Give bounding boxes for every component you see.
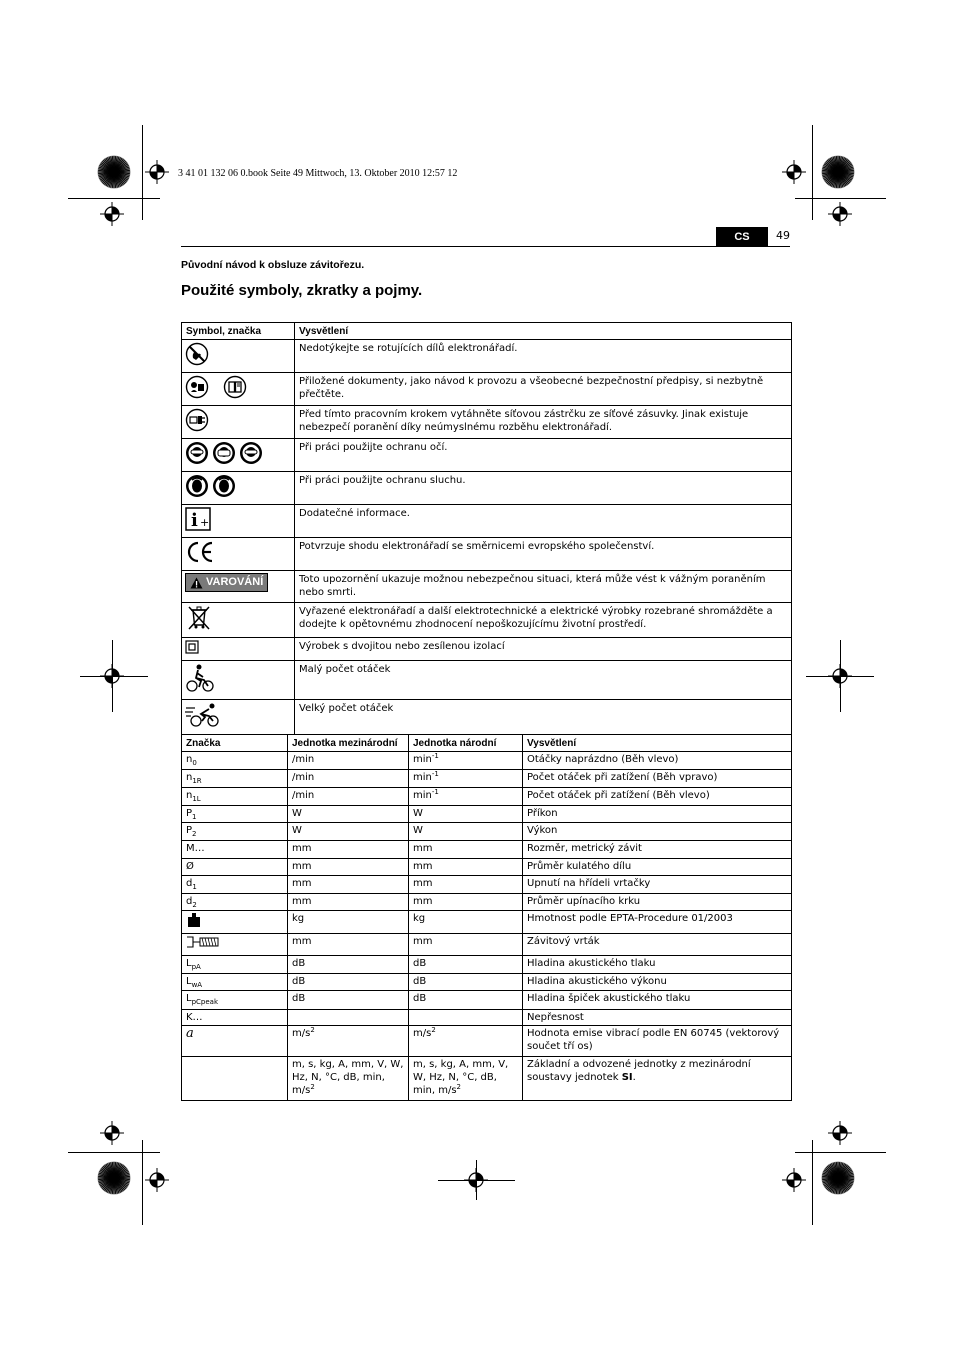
- intl-unit-cell: [288, 876, 409, 894]
- national-unit-cell: [409, 894, 523, 911]
- page-title: Použité symboly, zkratky a pojmy.: [181, 282, 423, 299]
- sign-symbol: d: [186, 896, 193, 907]
- abbreviation-row: [182, 991, 792, 1010]
- national-unit-column-header: Jednotka národní: [409, 735, 523, 752]
- crosshair-mark: [145, 1168, 169, 1192]
- national-unit: dB: [413, 976, 427, 987]
- sign-subscript: 1: [192, 813, 197, 821]
- national-unit-cell: [409, 806, 523, 823]
- sign-cell: [182, 1026, 288, 1057]
- description-text: Hmotnost podle EPTA-Procedure 01/2003: [527, 913, 733, 924]
- national-unit-cell: [409, 752, 523, 770]
- symbols-table-header: [182, 323, 792, 340]
- sign-cell: [182, 956, 288, 974]
- sign-cell: [182, 823, 288, 841]
- sign-cell: [182, 991, 288, 1010]
- intl-unit: W: [292, 808, 302, 819]
- sign-symbol: M…: [186, 843, 205, 854]
- description-tail: .: [632, 1072, 636, 1083]
- sign-symbol: n: [186, 754, 193, 765]
- national-unit-cell: [409, 1026, 523, 1057]
- warning-label-text: VAROVÁNÍ: [206, 576, 264, 588]
- crop-line: [80, 676, 148, 677]
- crop-line: [68, 1152, 160, 1153]
- national-unit: min: [413, 754, 432, 765]
- abbreviation-row: [182, 1010, 792, 1026]
- symbol-explanation: Výrobek s dvojitou nebo zesílenou izolací: [295, 638, 792, 661]
- description-cell: [523, 974, 792, 991]
- abbreviation-row: [182, 752, 792, 770]
- national-unit: dB: [413, 958, 427, 969]
- crosshair-mark: [782, 160, 806, 184]
- national-unit-cell: [409, 1010, 523, 1026]
- national-unit-cell: [409, 841, 523, 859]
- sign-cell: [182, 859, 288, 876]
- crop-line: [68, 198, 160, 199]
- symbol-explanation: Dodatečné informace.: [295, 505, 792, 538]
- abbreviation-row: [182, 934, 792, 956]
- symbol-cell: [182, 571, 295, 603]
- abbreviations-table-header: [182, 735, 792, 752]
- sign-subscript: 2: [192, 830, 197, 838]
- description-cell: [523, 1010, 792, 1026]
- national-unit-cell: [409, 876, 523, 894]
- info-icon: [185, 507, 211, 535]
- intl-unit-cell: [288, 770, 409, 788]
- sign-symbol: Ø: [186, 861, 194, 872]
- description-cell: [523, 911, 792, 934]
- national-unit-exponent: 2: [456, 1083, 462, 1091]
- svg-text:i: i: [191, 510, 198, 531]
- abbreviation-row: [182, 859, 792, 876]
- language-badge: CS: [716, 227, 768, 247]
- description-cell: [523, 876, 792, 894]
- symbol-explanation: Při práci použijte ochranu sluchu.: [295, 472, 792, 505]
- crop-line: [795, 198, 886, 199]
- sign-symbol: P: [186, 808, 193, 819]
- description-text: Průměr upínacího krku: [527, 896, 641, 907]
- description-text: Počet otáček při zatížení (Běh vlevo): [527, 790, 710, 801]
- description-cell: [523, 752, 792, 770]
- intl-unit-cell: [288, 956, 409, 974]
- description-text: Hladina akustického tlaku: [527, 958, 656, 969]
- national-unit-exponent: -1: [431, 752, 439, 760]
- intl-unit-cell: [288, 788, 409, 806]
- sign-subscript: 1L: [192, 795, 201, 803]
- description-column-header: Vysvětlení: [523, 735, 792, 752]
- intl-unit-cell: [288, 934, 409, 956]
- description-cell: [523, 841, 792, 859]
- national-unit-cell: [409, 770, 523, 788]
- sign-cell: [182, 894, 288, 911]
- sign-subscript: 0: [192, 759, 197, 767]
- symbol-row: [182, 340, 792, 373]
- fast-speed-icon: [185, 702, 221, 732]
- abbreviation-row: [182, 911, 792, 934]
- crosshair-mark: [100, 202, 124, 226]
- tap-icon: [186, 935, 220, 953]
- symbol-row: [182, 373, 792, 406]
- symbol-column-header: Symbol, značka: [182, 323, 295, 340]
- national-unit-cell: [409, 991, 523, 1010]
- intl-unit-exponent: 2: [310, 1026, 315, 1034]
- weight-icon: [186, 912, 202, 932]
- symbol-explanation: Nedotýkejte se rotujících dílů elektronářadí.: [295, 340, 792, 373]
- intl-unit-cell: [288, 752, 409, 770]
- intl-unit: mm: [292, 896, 312, 907]
- symbol-row: [182, 505, 792, 538]
- weee-bin-icon: [185, 605, 213, 635]
- abbreviation-row: [182, 956, 792, 974]
- crosshair-mark: [145, 160, 169, 184]
- description-text: Hladina akustického výkonu: [527, 976, 667, 987]
- intl-unit-column-header: Jednotka mezinárodní: [288, 735, 409, 752]
- national-unit: min: [413, 790, 432, 801]
- symbol-row: [182, 406, 792, 439]
- sign-subscript: pCpeak: [191, 998, 219, 1006]
- description-bold: SI: [621, 1072, 633, 1083]
- intl-unit-cell: [288, 894, 409, 911]
- intl-unit: mm: [292, 861, 312, 872]
- national-unit: dB: [413, 993, 427, 1004]
- intl-unit-cell: [288, 911, 409, 934]
- description-text: Otáčky naprázdno (Běh vlevo): [527, 754, 679, 765]
- sign-symbol: d: [186, 878, 193, 889]
- symbol-row: [182, 439, 792, 472]
- color-bar-rosette: [97, 1161, 131, 1195]
- national-unit: m, s, kg, A, mm, V, W, Hz, N, °C, dB, min, m/s: [413, 1059, 509, 1096]
- national-unit-cell: [409, 974, 523, 991]
- national-unit-cell: [409, 788, 523, 806]
- intl-unit-cell: [288, 1026, 409, 1057]
- description-text: Nepřesnost: [527, 1012, 584, 1023]
- symbol-row: [182, 638, 792, 661]
- read-manual-icon: [185, 375, 247, 403]
- intl-unit: mm: [292, 843, 312, 854]
- symbol-cell: [182, 638, 295, 661]
- color-bar-rosette: [821, 155, 855, 189]
- national-unit: mm: [413, 936, 433, 947]
- warning-triangle-icon: [190, 577, 203, 589]
- symbol-explanation: Potvrzuje shodu elektronářadí se směrnicemi evropského společenství.: [295, 538, 792, 571]
- description-text: Průměr kulatého dílu: [527, 861, 632, 872]
- sign-cell: [182, 1010, 288, 1026]
- intl-unit: dB: [292, 976, 306, 987]
- sign-cell: [182, 876, 288, 894]
- crop-line: [812, 125, 813, 220]
- abbreviation-row: [182, 894, 792, 911]
- symbol-cell: [182, 340, 295, 373]
- sign-cell: [182, 1057, 288, 1101]
- symbol-explanation: Velký počet otáček: [295, 700, 792, 735]
- description-cell: [523, 894, 792, 911]
- symbol-cell: [182, 373, 295, 406]
- color-bar-rosette: [821, 1161, 855, 1195]
- description-cell: [523, 859, 792, 876]
- national-unit-exponent: -1: [431, 770, 439, 778]
- symbol-explanation: Toto upozornění ukazuje možnou nebezpečnou situaci, která může vést k vážným poraněním nebo smrti.: [295, 571, 792, 603]
- abbreviation-row: [182, 770, 792, 788]
- symbol-cell: [182, 439, 295, 472]
- intl-unit: mm: [292, 936, 312, 947]
- abbreviation-row: [182, 974, 792, 991]
- description-text: Rozměr, metrický závit: [527, 843, 642, 854]
- double-insulation-icon: [185, 640, 199, 658]
- description-text: Hladina špiček akustického tlaku: [527, 993, 691, 1004]
- abbreviation-row: [182, 841, 792, 859]
- sign-subscript: 1: [192, 883, 197, 891]
- intl-unit-cell: [288, 859, 409, 876]
- sign-cell: [182, 974, 288, 991]
- description-text: Upnutí na hřídeli vrtačky: [527, 878, 651, 889]
- sign-symbol: K…: [186, 1012, 203, 1023]
- intl-unit: W: [292, 825, 302, 836]
- sign-symbol: L: [186, 958, 192, 969]
- crosshair-mark: [828, 1121, 852, 1145]
- intl-unit: m/s: [292, 1028, 311, 1039]
- symbol-cell: [182, 505, 295, 538]
- description-text: Příkon: [527, 808, 558, 819]
- sign-cell: [182, 841, 288, 859]
- intl-unit: kg: [292, 913, 305, 924]
- crop-line: [806, 676, 874, 677]
- sign-subscript: 1R: [192, 777, 202, 785]
- abbreviation-row: [182, 806, 792, 823]
- crop-line: [476, 1160, 477, 1200]
- intl-unit: mm: [292, 878, 312, 889]
- national-unit: mm: [413, 843, 433, 854]
- sign-symbol: a: [186, 1026, 194, 1041]
- intl-unit-exponent: 2: [310, 1083, 315, 1091]
- symbol-row: [182, 661, 792, 700]
- national-unit-exponent: 2: [431, 1026, 436, 1034]
- no-touch-rotating-icon: [185, 342, 209, 370]
- sign-cell: [182, 788, 288, 806]
- national-unit-cell: [409, 956, 523, 974]
- description-cell: [523, 934, 792, 956]
- symbol-cell: [182, 472, 295, 505]
- symbol-row: [182, 538, 792, 571]
- intl-unit: dB: [292, 993, 306, 1004]
- national-unit: kg: [413, 913, 426, 924]
- symbol-row: [182, 603, 792, 638]
- color-bar-rosette: [97, 155, 131, 189]
- intl-unit-cell: [288, 1010, 409, 1026]
- symbol-cell: [182, 661, 295, 700]
- crosshair-mark: [828, 202, 852, 226]
- symbol-explanation: Před tímto pracovním krokem vytáhněte síťovou zástrčku ze síťové zásuvky. Jinak existuje nebezpečí poranění díky neúmyslnému rozběhu elektronářadí.: [295, 406, 792, 439]
- ce-mark-icon: [185, 540, 215, 568]
- sign-symbol: L: [186, 993, 192, 1004]
- symbol-cell: [182, 700, 295, 735]
- intl-unit-cell: [288, 841, 409, 859]
- description-cell: [523, 956, 792, 974]
- national-unit-exponent: -1: [431, 788, 439, 796]
- description-cell: [523, 1057, 792, 1101]
- symbol-cell: [182, 406, 295, 439]
- crosshair-mark: [100, 1121, 124, 1145]
- national-unit: W: [413, 825, 423, 836]
- national-unit: min: [413, 772, 432, 783]
- intl-unit-cell: [288, 823, 409, 841]
- national-unit: m/s: [413, 1028, 432, 1039]
- unplug-icon: [185, 408, 209, 436]
- abbreviation-row: [182, 876, 792, 894]
- sign-cell: [182, 806, 288, 823]
- eye-protection-icon: [185, 441, 263, 469]
- sign-symbol: P: [186, 825, 193, 836]
- crop-line: [795, 1152, 886, 1153]
- intl-unit-cell: [288, 974, 409, 991]
- symbol-explanation: Vyřazené elektronářadí a další elektrotechnické a elektrické výrobky rozebrané shromážděte a dodejte k opětovnému zhodnocení nepoškozujícímu životní prostředí.: [295, 603, 792, 638]
- national-unit-cell: [409, 1057, 523, 1101]
- crosshair-mark: [782, 1168, 806, 1192]
- intl-unit-cell: [288, 806, 409, 823]
- description-cell: [523, 823, 792, 841]
- abbreviation-row: [182, 1057, 792, 1101]
- sign-column-header: Značka: [182, 735, 288, 752]
- ear-protection-icon: [185, 474, 236, 502]
- symbol-cell: [182, 603, 295, 638]
- abbreviations-table: [181, 734, 792, 1101]
- symbols-table: [181, 322, 792, 735]
- explanation-column-header: Vysvětlení: [295, 323, 792, 340]
- intl-unit: /min: [292, 754, 315, 765]
- national-unit: W: [413, 808, 423, 819]
- symbol-explanation: Malý počet otáček: [295, 661, 792, 700]
- intl-unit: m, s, kg, A, mm, V, W, Hz, N, °C, dB, min, m/s: [292, 1059, 404, 1096]
- national-unit-cell: [409, 859, 523, 876]
- sign-subscript: pA: [191, 963, 201, 971]
- symbol-cell: [182, 538, 295, 571]
- print-header: 3 41 01 132 06 0.book Seite 49 Mittwoch, 13. Oktober 2010 12:57 12: [178, 168, 458, 179]
- page-number: 49: [776, 229, 790, 242]
- sign-cell: [182, 934, 288, 956]
- abbreviation-row: [182, 788, 792, 806]
- description-text: Základní a odvozené jednotky z mezinárodní soustavy jednotek: [527, 1059, 751, 1083]
- national-unit: mm: [413, 896, 433, 907]
- description-text: Hodnota emise vibrací podle EN 60745 (vektorový součet tří os): [527, 1028, 780, 1052]
- national-unit-cell: [409, 911, 523, 934]
- sign-subscript: wA: [191, 981, 203, 989]
- crop-line: [142, 125, 143, 220]
- symbol-row: [182, 472, 792, 505]
- description-cell: [523, 770, 792, 788]
- sign-cell: [182, 752, 288, 770]
- svg-text:+: +: [200, 516, 210, 529]
- symbol-explanation: Přiložené dokumenty, jako návod k provozu a všeobecné bezpečnostní předpisy, si nezbytně přečtěte.: [295, 373, 792, 406]
- symbol-row: [182, 700, 792, 735]
- header-rule: [181, 246, 790, 247]
- sign-symbol: n: [186, 772, 193, 783]
- description-cell: [523, 788, 792, 806]
- description-cell: [523, 1026, 792, 1057]
- description-cell: [523, 806, 792, 823]
- national-unit: mm: [413, 861, 433, 872]
- slow-speed-icon: [185, 663, 215, 697]
- symbol-row: [182, 571, 792, 603]
- document-subtitle: Původní návod k obsluze závitořezu.: [181, 259, 365, 271]
- intl-unit: /min: [292, 772, 315, 783]
- intl-unit: /min: [292, 790, 315, 801]
- sign-cell: [182, 770, 288, 788]
- description-text: Výkon: [527, 825, 558, 836]
- sign-subscript: 2: [192, 901, 197, 909]
- description-cell: [523, 991, 792, 1010]
- sign-symbol: n: [186, 790, 193, 801]
- sign-symbol: L: [186, 976, 192, 987]
- warning-label: [185, 573, 268, 592]
- intl-unit-cell: [288, 1057, 409, 1101]
- national-unit-cell: [409, 934, 523, 956]
- intl-unit: dB: [292, 958, 306, 969]
- description-text: Závitový vrták: [527, 936, 600, 947]
- abbreviation-row: [182, 823, 792, 841]
- national-unit: mm: [413, 878, 433, 889]
- description-text: Počet otáček při zatížení (Běh vpravo): [527, 772, 718, 783]
- intl-unit-cell: [288, 991, 409, 1010]
- abbreviation-row: [182, 1026, 792, 1057]
- symbol-explanation: Při práci použijte ochranu očí.: [295, 439, 792, 472]
- national-unit-cell: [409, 823, 523, 841]
- sign-cell: [182, 911, 288, 934]
